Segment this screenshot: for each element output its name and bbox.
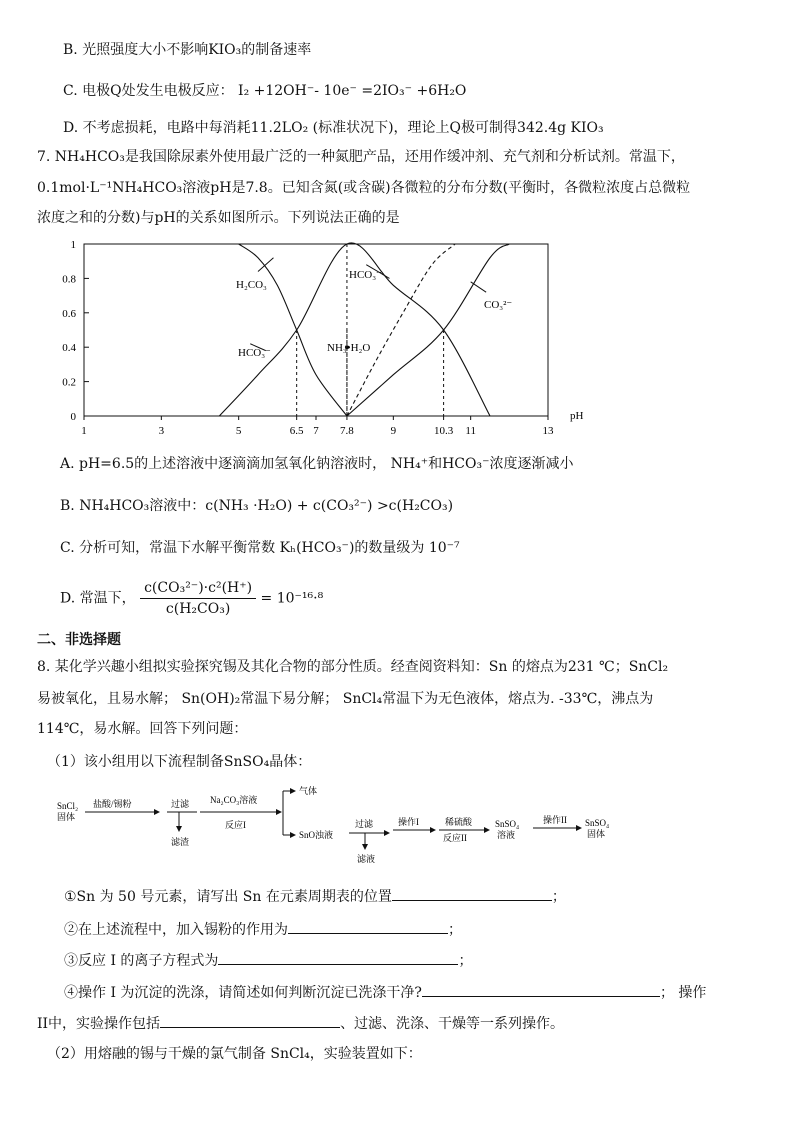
x-tick-label: 9 <box>390 425 397 437</box>
q8-part2: （2）用熔融的锡与干燥的氯气制备 SnCl₄，实验装置如下： <box>47 1046 422 1062</box>
q8-sub4 <box>64 982 706 1003</box>
q7-option-d <box>60 578 323 619</box>
flow-reaction2: 反应II <box>443 833 467 843</box>
y-tick-label: 0.6 <box>62 307 76 320</box>
q6-option-c: C. 电极Q处发生电极反应： I₂ +12OH⁻- 10e⁻ =2IO₃⁻ +6H₂O <box>63 83 467 99</box>
q7-option-d-suffix: = 10⁻¹⁶·⁸ <box>260 590 324 607</box>
q8-sub4b-end: 、过滤、洗涤、干燥等一系列操作。 <box>340 1016 565 1032</box>
q7-option-d-prefix: D. 常温下， <box>60 590 136 607</box>
label-h2co3: H₂CO₃ <box>236 279 267 291</box>
flow-start-1: SnCl₂ <box>57 801 79 811</box>
answer-blank[interactable] <box>160 1013 340 1028</box>
x-tick-label: 10.3 <box>433 425 454 437</box>
flow-prod1: SnSO₄ <box>585 818 610 828</box>
flow-step1-label: 盐酸/锡粉 <box>93 799 132 809</box>
flow-sol1: SnSO₄ <box>495 819 520 829</box>
q7-option-a: A. pH=6.5的上述溶液中逐滴滴加氢氧化钠溶液时， NH₄⁺和HCO₃⁻浓度逐渐减小 <box>60 456 574 472</box>
fraction-denominator: c(H₂CO₃) <box>165 601 231 617</box>
q6-option-d: D. 不考虑损耗，电路中每消耗11.2LO₂ (标准状况下)，理论上Q极可制得342.4g KIO₃ <box>63 120 604 136</box>
q7-stem-line1: 7. NH₄HCO₃是我国除尿素外使用最广泛的一种氮肥产品，还用作缓冲剂、充气剂和分析试剂。常温下， <box>37 149 685 165</box>
leader-line <box>471 282 486 292</box>
answer-blank[interactable] <box>392 886 552 901</box>
q7-stem-line3: 浓度之和的分数)与pH的关系如图所示。下列说法正确的是 <box>37 210 400 226</box>
x-tick-label: 7.8 <box>340 425 354 437</box>
x-tick-label: 1 <box>81 425 87 437</box>
x-tick-label: 7 <box>313 425 319 437</box>
q8-sub3-end: ； <box>458 953 473 969</box>
q8-sub1 <box>64 886 566 907</box>
q8-sub2-end: ； <box>448 922 462 938</box>
x-tick-label: 11 <box>465 425 476 437</box>
flow-prod2: 固体 <box>587 829 606 839</box>
q8-sub1-text: ①Sn 为 50 号元素，请写出 Sn 在元素周期表的位置 <box>64 889 392 905</box>
fraction-numerator: c(CO₃²⁻)·c²(H⁺) <box>140 578 256 599</box>
flow-filtrate: 滤液 <box>357 854 376 863</box>
answer-blank[interactable] <box>288 919 448 934</box>
q7-option-c: C. 分析可知，常温下水解平衡常数 Kₕ(HCO₃⁻)的数量级为 10⁻⁷ <box>60 540 460 556</box>
x-axis-label: pH <box>570 410 584 422</box>
q6-option-b: B. 光照强度大小不影响KIO₃的制备速率 <box>63 42 312 58</box>
q7-stem-line2: 0.1mol·L⁻¹NH₄HCO₃溶液pH是7.8。已知含氮(或含碳)各微粒的分布分数(平衡时，各微粒浓度占总微粒 <box>37 180 691 196</box>
y-tick-label: 0.2 <box>62 376 76 389</box>
q8-sub3-text: ③反应 I 的离子方程式为 <box>64 953 219 969</box>
flow-sno: SnO浊液 <box>299 830 334 840</box>
x-tick-label: 13 <box>542 425 554 437</box>
fraction <box>140 578 256 619</box>
q7-option-b: B. NH₄HCO₃溶液中：c(NH₃ ·H₂O) + c(CO₃²⁻) >c(H₂CO₃) <box>60 498 454 514</box>
y-tick-label: 1 <box>70 239 76 251</box>
flow-start-2: 固体 <box>57 812 76 822</box>
x-tick-label: 6.5 <box>289 425 304 437</box>
label-hco3-left: HCO₃⁻ <box>238 347 271 359</box>
section-title: 二、非选择题 <box>37 632 121 648</box>
label-nh3: NH₃•H₂O <box>327 342 371 354</box>
q8-sub2-text: ②在上述流程中，加入锡粉的作用为 <box>64 922 288 938</box>
flow-filter1: 过滤 <box>171 799 190 809</box>
q8-sub4-end: ； 操作 <box>659 985 707 1001</box>
q8-stem-line3: 114℃，易水解。回答下列问题： <box>37 721 248 737</box>
y-tick-label: 0 <box>70 411 76 423</box>
flow-filter2: 过滤 <box>355 819 374 829</box>
x-tick-label: 3 <box>158 425 165 437</box>
q8-part1: （1）该小组用以下流程制备SnSO₄晶体： <box>47 754 312 770</box>
plot-frame <box>84 244 548 416</box>
flow-reaction1: 反应I <box>225 820 246 830</box>
flow-op1: 操作I <box>398 817 419 827</box>
q8-sub1-end: ； <box>551 889 566 905</box>
q8-sub4b <box>37 1013 564 1034</box>
flow-sol2: 溶液 <box>497 830 516 840</box>
q8-sub4-text: ④操作 I 为沉淀的洗涤，请简述如何判断沉淀已洗涤干净? <box>64 985 422 1001</box>
flow-diagram <box>55 783 625 863</box>
label-co3: CO₃²⁻ <box>484 299 513 311</box>
q8-sub2 <box>64 919 462 940</box>
label-hco3-top: HCO₃⁻ <box>349 269 382 281</box>
q8-stem-line1: 8. 某化学兴趣小组拟实验探究锡及其化合物的部分性质。经查阅资料知：Sn 的熔点为231 ℃；SnCl₂ <box>37 659 669 675</box>
y-tick-label: 0.4 <box>62 342 76 355</box>
flow-op2: 操作II <box>543 815 567 825</box>
series-line <box>239 244 347 416</box>
distribution-chart <box>60 236 600 441</box>
q8-sub3 <box>64 950 472 971</box>
answer-blank[interactable] <box>218 950 458 965</box>
q8-stem-line2: 易被氧化，且易水解； Sn(OH)₂常温下易分解； SnCl₄常温下为无色液体，熔点为. -33℃，沸点为 <box>37 691 654 707</box>
x-tick-label: 5 <box>235 425 242 437</box>
y-tick-label: 0.8 <box>62 273 76 286</box>
flow-reagent: Na₂CO₃溶液 <box>210 795 258 805</box>
flow-residue: 滤渣 <box>171 837 190 847</box>
flow-acid: 稀硫酸 <box>445 817 473 827</box>
answer-blank[interactable] <box>422 982 660 997</box>
flow-gas: 气体 <box>299 786 318 796</box>
q8-sub4b-text: II中，实验操作包括 <box>37 1016 161 1032</box>
